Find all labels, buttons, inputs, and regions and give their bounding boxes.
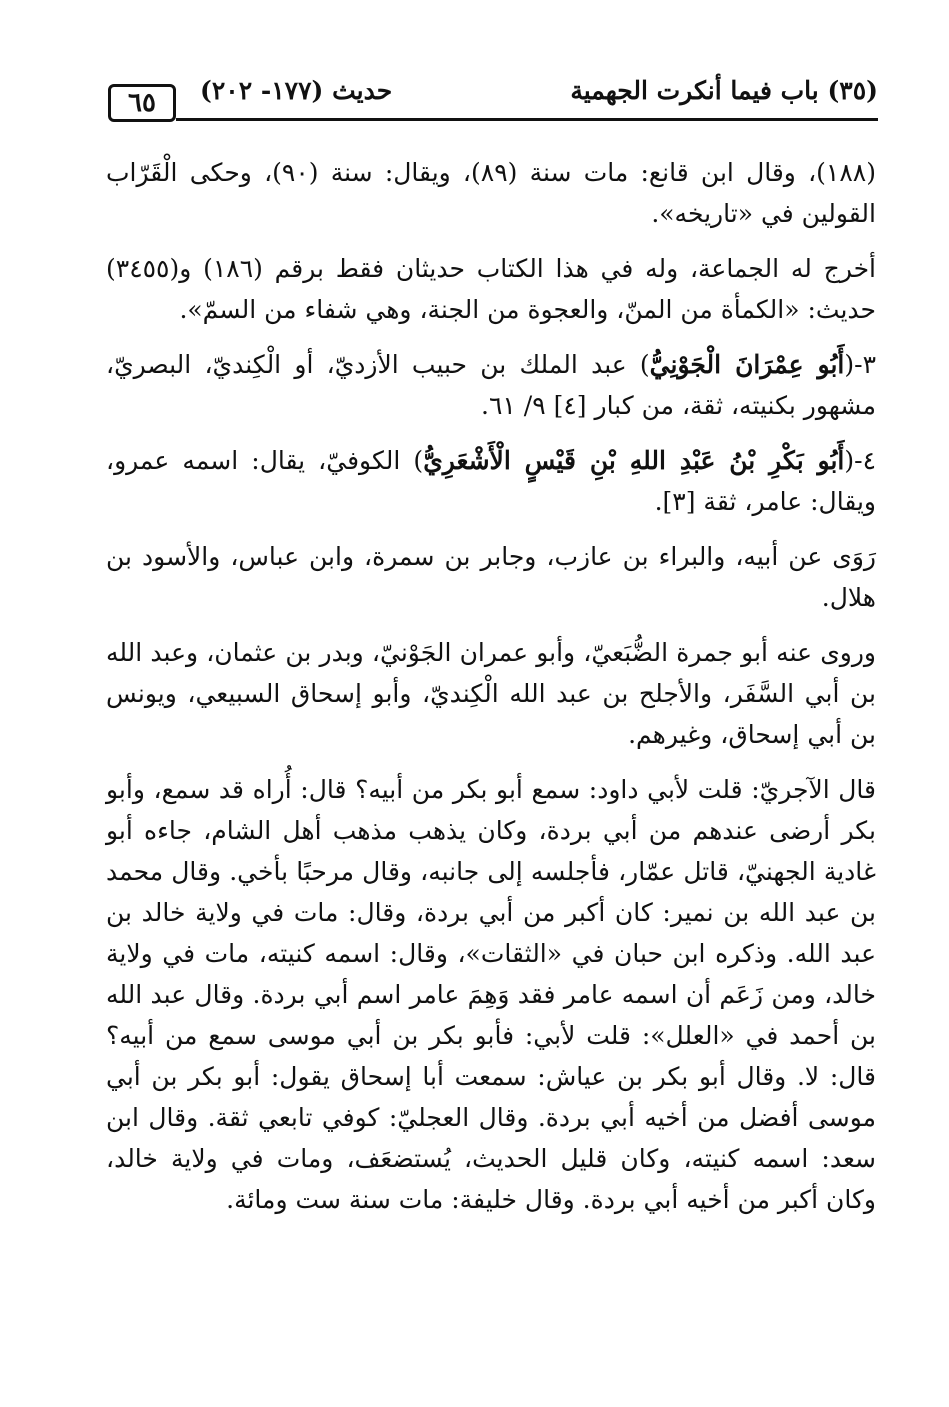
chapter-title: (٣٥) باب فيما أنكرت الجهمية (570, 76, 878, 105)
narrator-name: أَبُو عِمْرَانَ الْجَوْنِيُّ (649, 350, 845, 379)
paragraph: (١٨٨)، وقال ابن قانع: مات سنة (٨٩)، ويقال: سنة (٩٠)، وحكى الْقَرّاب القولين في «تاريخه». (106, 158, 876, 228)
paragraph: رَوَى عن أبيه، والبراء بن عازب، وجابر بن سمرة، وابن عباس، والأسود بن هلال. (106, 542, 876, 612)
entry-description: ) الكوفيّ، يقال: اسمه عمرو، ويقال: عامر، ثقة [٣]. (106, 446, 876, 516)
narrator-entry (106, 344, 876, 426)
page-header (108, 70, 878, 130)
hadith-range: حديث (١٧٧- ٢٠٢) (200, 76, 393, 105)
entry-description: ) عبد الملك بن حبيب الأزديّ، أو الْكِنديّ، البصريّ، مشهور بكنيته، ثقة، من كبار [٤] ٩/ ٦١. (106, 350, 876, 420)
paragraph: قال الآجريّ: قلت لأبي داود: سمع أبو بكر من أبيه؟ قال: أُراه قد سمع، وأبو بكر أرضى عندهم من أبي بردة، وكان يذهب مذهب أهل الشام، جاءه أبو غادية الجهنيّ، قاتل عمّار، فأجلسه إلى جانبه، وقال مرحبًا بأخي. وقال محمد بن عبد الله بن نمير: كان أكبر من أبي بردة، وقال: مات في ولاية خالد بن عبد الله. وذكره ابن حبان في «الثقات»، وقال: اسمه كنيته، مات في ولاية خالد، ومن زَعَم أن اسمه عامر فقد وَهِمَ عامر اسم أبي بردة. وقال عبد الله بن أحمد في «العلل»: قلت لأبي: فأبو بكر بن أبي موسى سمع من أبيه؟ قال: لا. وقال أبو بكر بن عياش: سمعت أبا إسحاق يقول: أبو بكر بن أبي موسى أفضل من أخيه أبي بردة. وقال العجليّ: كوفي تابعي ثقة. وقال ابن سعد: اسمه كنيته، وكان قليل الحديث، يُستضعَف، ومات في ولاية خالد، وكان أكبر من أخيه أبي بردة. وقال خليفة: مات سنة ست ومائة. (106, 775, 877, 1214)
page-number: ٦٥ (108, 84, 176, 122)
entry-prefix: ٤-( (844, 446, 876, 475)
header-rule (176, 118, 878, 121)
page-body (106, 152, 876, 1234)
narrator-name: أَبُو بَكْرِ بْنُ عَبْدِ اللهِ بْنِ قَيْسٍ الْأَشْعَرِيُّ (423, 446, 845, 475)
paragraph: وروى عنه أبو جمرة الضُّبَعيّ، وأبو عمران الجَوْنيّ، وبدر بن عثمان، وعبد الله بن أبي السَّفَر، والأجلح بن عبد الله الْكِنديّ، وأبو إسحاق السبيعي، ويونس بن أبي إسحاق، وغيرهم. (106, 638, 876, 749)
entry-prefix: ٣-( (844, 350, 876, 379)
paragraph: أخرج له الجماعة، وله في هذا الكتاب حديثان فقط برقم (١٨٦) و(٣٤٥٥) حديث: «الكمأة من المنّ، والعجوة من الجنة، وهي شفاء من السمّ». (106, 254, 877, 324)
narrator-entry (106, 440, 876, 522)
